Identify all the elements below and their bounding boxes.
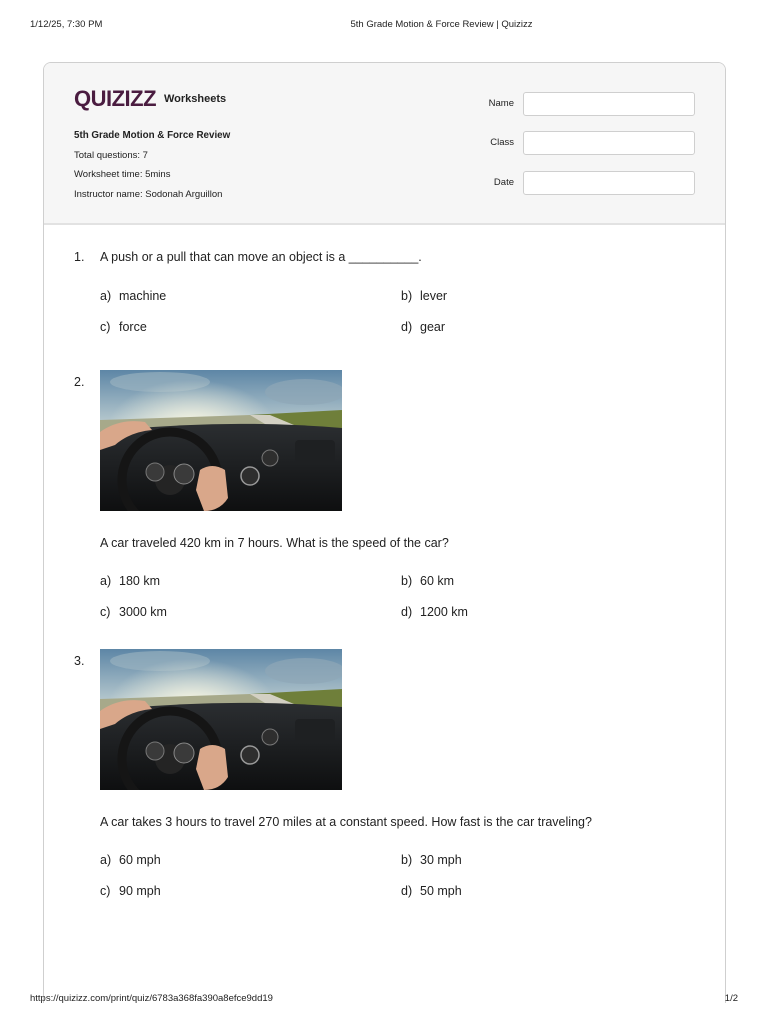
option-text: gear [420, 320, 446, 334]
worksheet [43, 62, 726, 1003]
option-text: lever [420, 289, 448, 303]
print-footer [0, 993, 768, 1007]
instructor-name: Instructor name: Sodonah Arguillon [74, 188, 223, 200]
option-a [100, 574, 160, 588]
date-input[interactable] [523, 171, 695, 195]
option-text: 30 mph [420, 853, 462, 867]
question-text: A car traveled 420 km in 7 hours. What is the speed of the car? [100, 536, 449, 550]
class-field [444, 131, 694, 155]
option-c [100, 605, 167, 619]
option-text: 50 mph [420, 884, 462, 898]
name-field [444, 92, 694, 116]
option-letter: b) [401, 289, 413, 303]
option-d [401, 320, 445, 334]
question-text: A push or a pull that can move an object is a __________. [100, 250, 422, 264]
date-label: Date [493, 177, 514, 188]
question-number: 1. [74, 250, 85, 264]
option-letter: c) [100, 320, 111, 334]
option-c [100, 884, 161, 898]
print-header [0, 19, 768, 33]
option-b [401, 574, 454, 588]
print-datetime: 1/12/25, 7:30 PM [30, 19, 103, 30]
option-a [100, 853, 161, 867]
worksheet-meta [74, 126, 230, 204]
print-url: https://quizizz.com/print/quiz/6783a368fa390a8efce9dd19 [30, 993, 273, 1004]
quizizz-logo-text: QUIZIZZ [74, 86, 157, 111]
date-field [444, 171, 694, 195]
option-b [401, 853, 462, 867]
option-letter: d) [401, 320, 413, 334]
option-letter: d) [401, 605, 413, 619]
option-a [100, 289, 166, 303]
print-page-number: 1/2 [724, 993, 738, 1004]
question-number: 3. [74, 654, 85, 668]
option-text: 1200 km [420, 605, 468, 619]
option-b [401, 289, 447, 303]
question-text: A car takes 3 hours to travel 270 miles at a constant speed. How fast is the car traveling? [100, 815, 592, 829]
worksheets-label: Worksheets [164, 93, 227, 105]
option-text: machine [119, 289, 167, 303]
class-label: Class [490, 137, 514, 148]
option-letter: c) [100, 605, 111, 619]
option-letter: a) [100, 574, 112, 588]
option-letter: b) [401, 574, 413, 588]
option-letter: a) [100, 853, 112, 867]
class-input[interactable] [523, 131, 695, 155]
option-text: force [119, 320, 147, 334]
name-input[interactable] [523, 92, 695, 116]
option-letter: b) [401, 853, 413, 867]
option-text: 60 km [420, 574, 455, 588]
worksheet-header [44, 63, 725, 225]
name-label: Name [488, 98, 514, 109]
option-d [401, 605, 468, 619]
quizizz-logo [74, 83, 226, 113]
car-dashboard-photo [100, 370, 342, 511]
option-text: 3000 km [119, 605, 167, 619]
option-text: 90 mph [119, 884, 161, 898]
option-letter: a) [100, 289, 112, 303]
option-letter: c) [100, 884, 111, 898]
total-questions: Total questions: 7 [74, 149, 148, 161]
quizizz-logo-mark [74, 85, 158, 111]
quiz-title: 5th Grade Motion & Force Review [74, 130, 231, 141]
car-dashboard-photo [100, 649, 342, 790]
print-page-title: 5th Grade Motion & Force Review | Quizizz [350, 19, 533, 30]
worksheet-time: Worksheet time: 5mins [74, 169, 171, 180]
question-number: 2. [74, 375, 85, 389]
option-letter: d) [401, 884, 413, 898]
option-c [100, 320, 147, 334]
option-text: 180 km [119, 574, 160, 588]
option-d [401, 884, 462, 898]
option-text: 60 mph [119, 853, 161, 867]
